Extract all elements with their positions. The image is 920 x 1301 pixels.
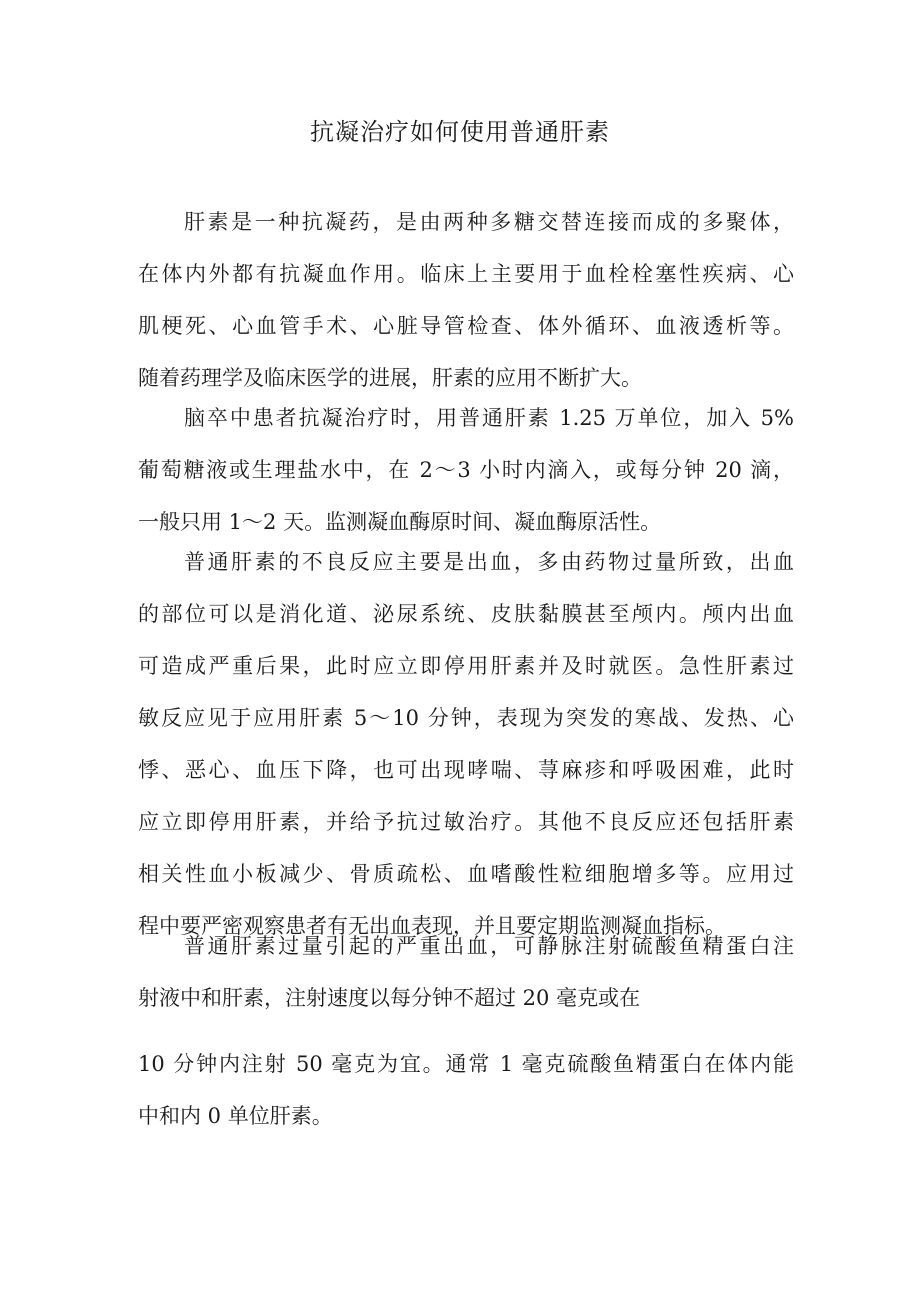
paragraph-line: 随着药理学及临床医学的进展，肝素的应用不断扩大。 [138, 366, 642, 390]
paragraph-5 [138, 1038, 794, 1142]
paragraph-line: 的部位可以是消化道、泌尿系统、皮肤黏膜甚至颅内。颅内出血 [138, 602, 794, 626]
paragraph-line: 肌梗死、心血管手术、心脏导管检查、体外循环、血液透析等。 [138, 314, 794, 338]
paragraph-line: 在体内外都有抗凝血作用。临床上主要用于血栓栓塞性疾病、心 [138, 262, 794, 286]
paragraph-line: 普通肝素的不良反应主要是出血，多由药物过量所致，出血 [184, 550, 794, 574]
paragraph-line: 中和内 0 单位肝素。 [138, 1104, 333, 1128]
paragraph-line: 肝素是一种抗凝药，是由两种多糖交替连接而成的多聚体， [184, 210, 794, 234]
document-title: 抗凝治疗如何使用普通肝素 [310, 118, 610, 146]
paragraph-line: 射液中和肝素，注射速度以每分钟不超过 20 毫克或在 [138, 986, 641, 1010]
paragraph-4 [138, 920, 794, 1024]
paragraph-line: 脑卒中患者抗凝治疗时，用普通肝素 1.25 万单位，加入 5% [184, 406, 794, 430]
paragraph-3 [138, 536, 794, 952]
paragraph-line: 应立即停用肝素，并给予抗过敏治疗。其他不良反应还包括肝素 [138, 810, 794, 834]
paragraph-line: 葡萄糖液或生理盐水中，在 2～3 小时内滴入，或每分钟 20 滴， [138, 458, 794, 482]
paragraph-line: 悸、恶心、血压下降，也可出现哮喘、荨麻疹和呼吸困难，此时 [138, 758, 794, 782]
paragraph-line: 相关性血小板减少、骨质疏松、血嗜酸性粒细胞增多等。应用过 [138, 862, 794, 886]
paragraph-line: 可造成严重后果，此时应立即停用肝素并及时就医。急性肝素过 [138, 654, 794, 678]
paragraph-line: 10 分钟内注射 50 毫克为宜。通常 1 毫克硫酸鱼精蛋白在体内能 [138, 1052, 794, 1076]
paragraph-line: 敏反应见于应用肝素 5～10 分钟，表现为突发的寒战、发热、心 [138, 706, 794, 730]
paragraph-line: 程中要严密观察患者有无出血表现，并且要定期监测凝血指标。 [138, 914, 726, 938]
paragraph-line: 普通肝素过量引起的严重出血，可静脉注射硫酸鱼精蛋白注 [184, 934, 794, 958]
paragraph-2 [138, 392, 794, 548]
paragraph-line: 一般只用 1～2 天。监测凝血酶原时间、凝血酶原活性。 [138, 510, 662, 534]
paragraph-1 [138, 196, 794, 404]
